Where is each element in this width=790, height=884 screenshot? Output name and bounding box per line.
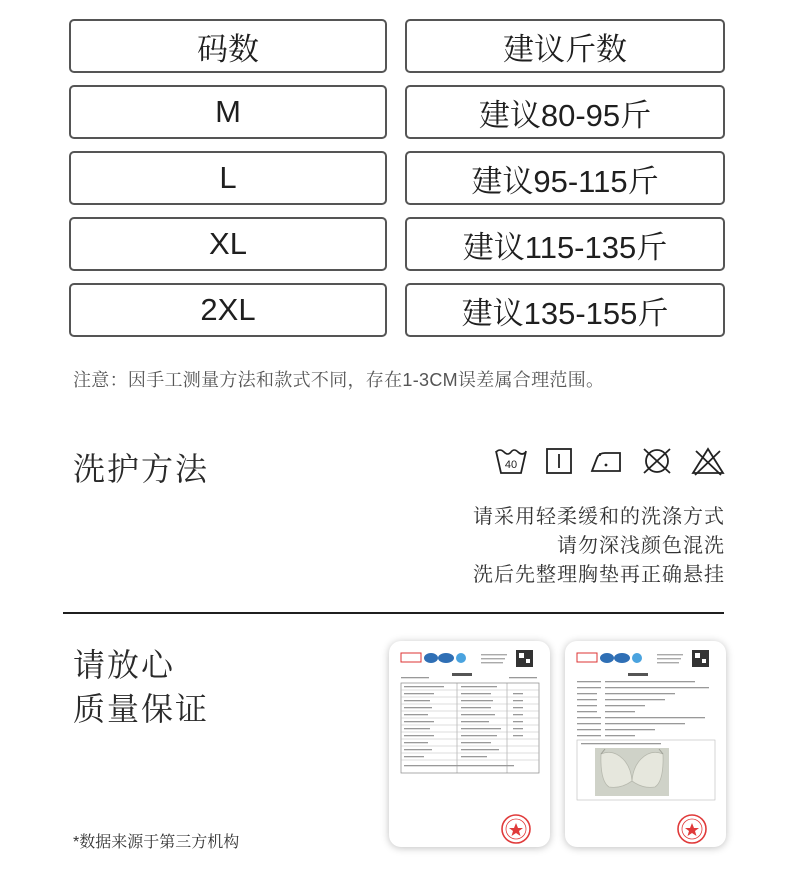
size-table-header: [69, 19, 725, 73]
quality-title-line2: 质量保证: [73, 691, 210, 727]
test-report-image-2: [565, 641, 726, 847]
quality-title: [73, 643, 209, 731]
report-document: [565, 641, 726, 847]
section-divider: [63, 612, 724, 614]
size-cell: M: [69, 85, 387, 139]
care-title: 洗护方法: [73, 451, 210, 487]
weight-cell: 建议95-115斤: [405, 151, 725, 205]
weight-cell: 建议135-155斤: [405, 283, 725, 337]
report-document: [389, 641, 550, 847]
care-icons: [494, 444, 726, 478]
size-cell: L: [69, 151, 387, 205]
no-dry-clean-icon: [640, 446, 674, 476]
size-row-l: [69, 151, 725, 205]
header-weight-cell: 建议斤数: [405, 19, 725, 73]
no-bleach-icon: [690, 446, 726, 476]
size-cell: 2XL: [69, 283, 387, 337]
iron-icon: [589, 447, 623, 475]
care-line: 洗后先整理胸垫再正确悬挂: [473, 564, 725, 586]
source-note: *数据来源于第三方机构: [73, 834, 240, 851]
test-report-image-1: [389, 641, 550, 847]
size-cell: XL: [69, 217, 387, 271]
care-instructions: [473, 503, 725, 590]
size-row-2xl: [69, 283, 725, 337]
tumble-dry-icon: [545, 447, 573, 475]
quality-title-line1: 请放心: [73, 647, 176, 683]
wash-40-icon: [494, 446, 528, 476]
care-line: 请采用轻柔缓和的洗涤方式: [473, 506, 725, 528]
weight-cell: 建议80-95斤: [405, 85, 725, 139]
size-row-m: [69, 85, 725, 139]
svg-text:40: 40: [504, 459, 518, 471]
care-line: 请勿深浅颜色混洗: [557, 535, 725, 557]
header-size-cell: 码数: [69, 19, 387, 73]
weight-cell: 建议115-135斤: [405, 217, 725, 271]
size-table: [69, 19, 725, 349]
size-row-xl: [69, 217, 725, 271]
measurement-note: 注意：因手工测量方法和款式不同，存在1-3CM误差属合理范围。: [73, 370, 605, 390]
